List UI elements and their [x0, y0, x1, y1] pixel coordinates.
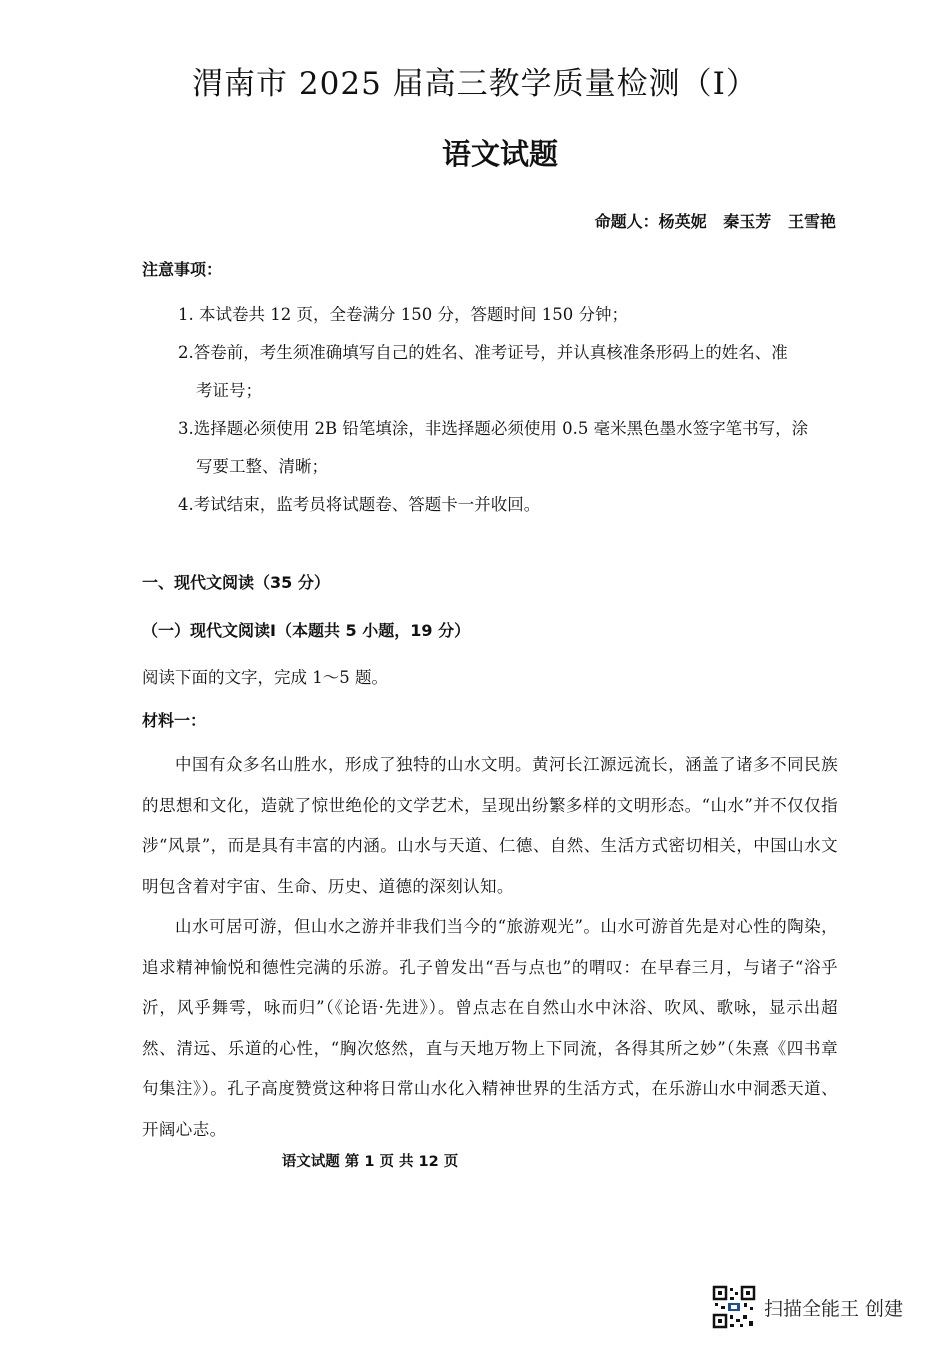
notice-item-continuation: 考证号； [196, 381, 262, 400]
subsection-heading: （一）现代文阅读Ⅰ（本题共 5 小题，19 分） [142, 621, 471, 640]
notice-item [178, 486, 842, 524]
notice-item-text: 2.答卷前，考生须准确填写自己的姓名、准考证号，并认真核准条形码上的姓名、准 [178, 343, 788, 362]
notice-heading: 注意事项： [142, 260, 223, 279]
reading-instruction: 阅读下面的文字，完成 1～5 题。 [142, 668, 388, 687]
notice-item [178, 296, 842, 334]
paragraph: 中国有众多名山胜水，形成了独特的山水文明。黄河长江源远流长，涵盖了诸多不同民族的思想和文化，造就了惊世绝伦的文学艺术，呈现出纷繁多样的文明形态。“山水”并不仅仅指涉“风景”，而是具有丰富的内涵。山水与天道、仁德、自然、生活方式密切相关，中国山水文明包含着对宇宙、生命、历史、道德的深刻认知。 [142, 755, 838, 896]
notice-item-continuation: 写要工整、清晰； [196, 457, 328, 476]
qr-code-icon [712, 1285, 756, 1329]
material-body [142, 745, 838, 1150]
page-footer: 语文试题 第 1 页 共 12 页 [281, 1154, 459, 1170]
notice-item [178, 410, 842, 486]
paragraph: 山水可居可游，但山水之游并非我们当今的“旅游观光”。山水可游首先是对心性的陶染，追求精神愉悦和德性完满的乐游。孔子曾发出“吾与点也”的喟叹：在早春三月，与诸子“浴乎沂，风乎舞雩，咏而归”（《论语·先进》）。曾点志在自然山水中沐浴、吹风、歌咏，显示出超然、清远、乐道的心性，“胸次悠然，直与天地万物上下同流，各得其所之妙”（朱熹《四书章句集注》）。孔子高度赞赏这种将日常山水化入精神世界的生活方式，在乐游山水中洞悉天道、开阔心志。 [142, 917, 838, 1139]
material-label: 材料一： [142, 711, 207, 730]
notice-item-text: 1. 本试卷共 12 页，全卷满分 150 分，答题时间 150 分钟； [178, 305, 628, 324]
notice-item-text: 4.考试结束，监考员将试题卷、答题卡一并收回。 [178, 495, 541, 514]
exam-subtitle: 语文试题 [441, 137, 558, 171]
exam-title: 渭南市 2025 届高三教学质量检测（Ⅰ） [192, 66, 758, 102]
notice-item [178, 334, 842, 410]
scanner-watermark [712, 1285, 903, 1329]
notice-item-text: 3.选择题必须使用 2B 铅笔填涂，非选择题必须使用 0.5 毫米黑色墨水签字笔书写，涂 [178, 419, 809, 438]
section-heading: 一、现代文阅读（35 分） [142, 573, 330, 592]
authors-line: 命题人：杨英妮 秦玉芳 王雪艳 [594, 212, 836, 231]
scanner-label: 扫描全能王 创建 [764, 1297, 904, 1320]
notice-list [178, 296, 842, 524]
